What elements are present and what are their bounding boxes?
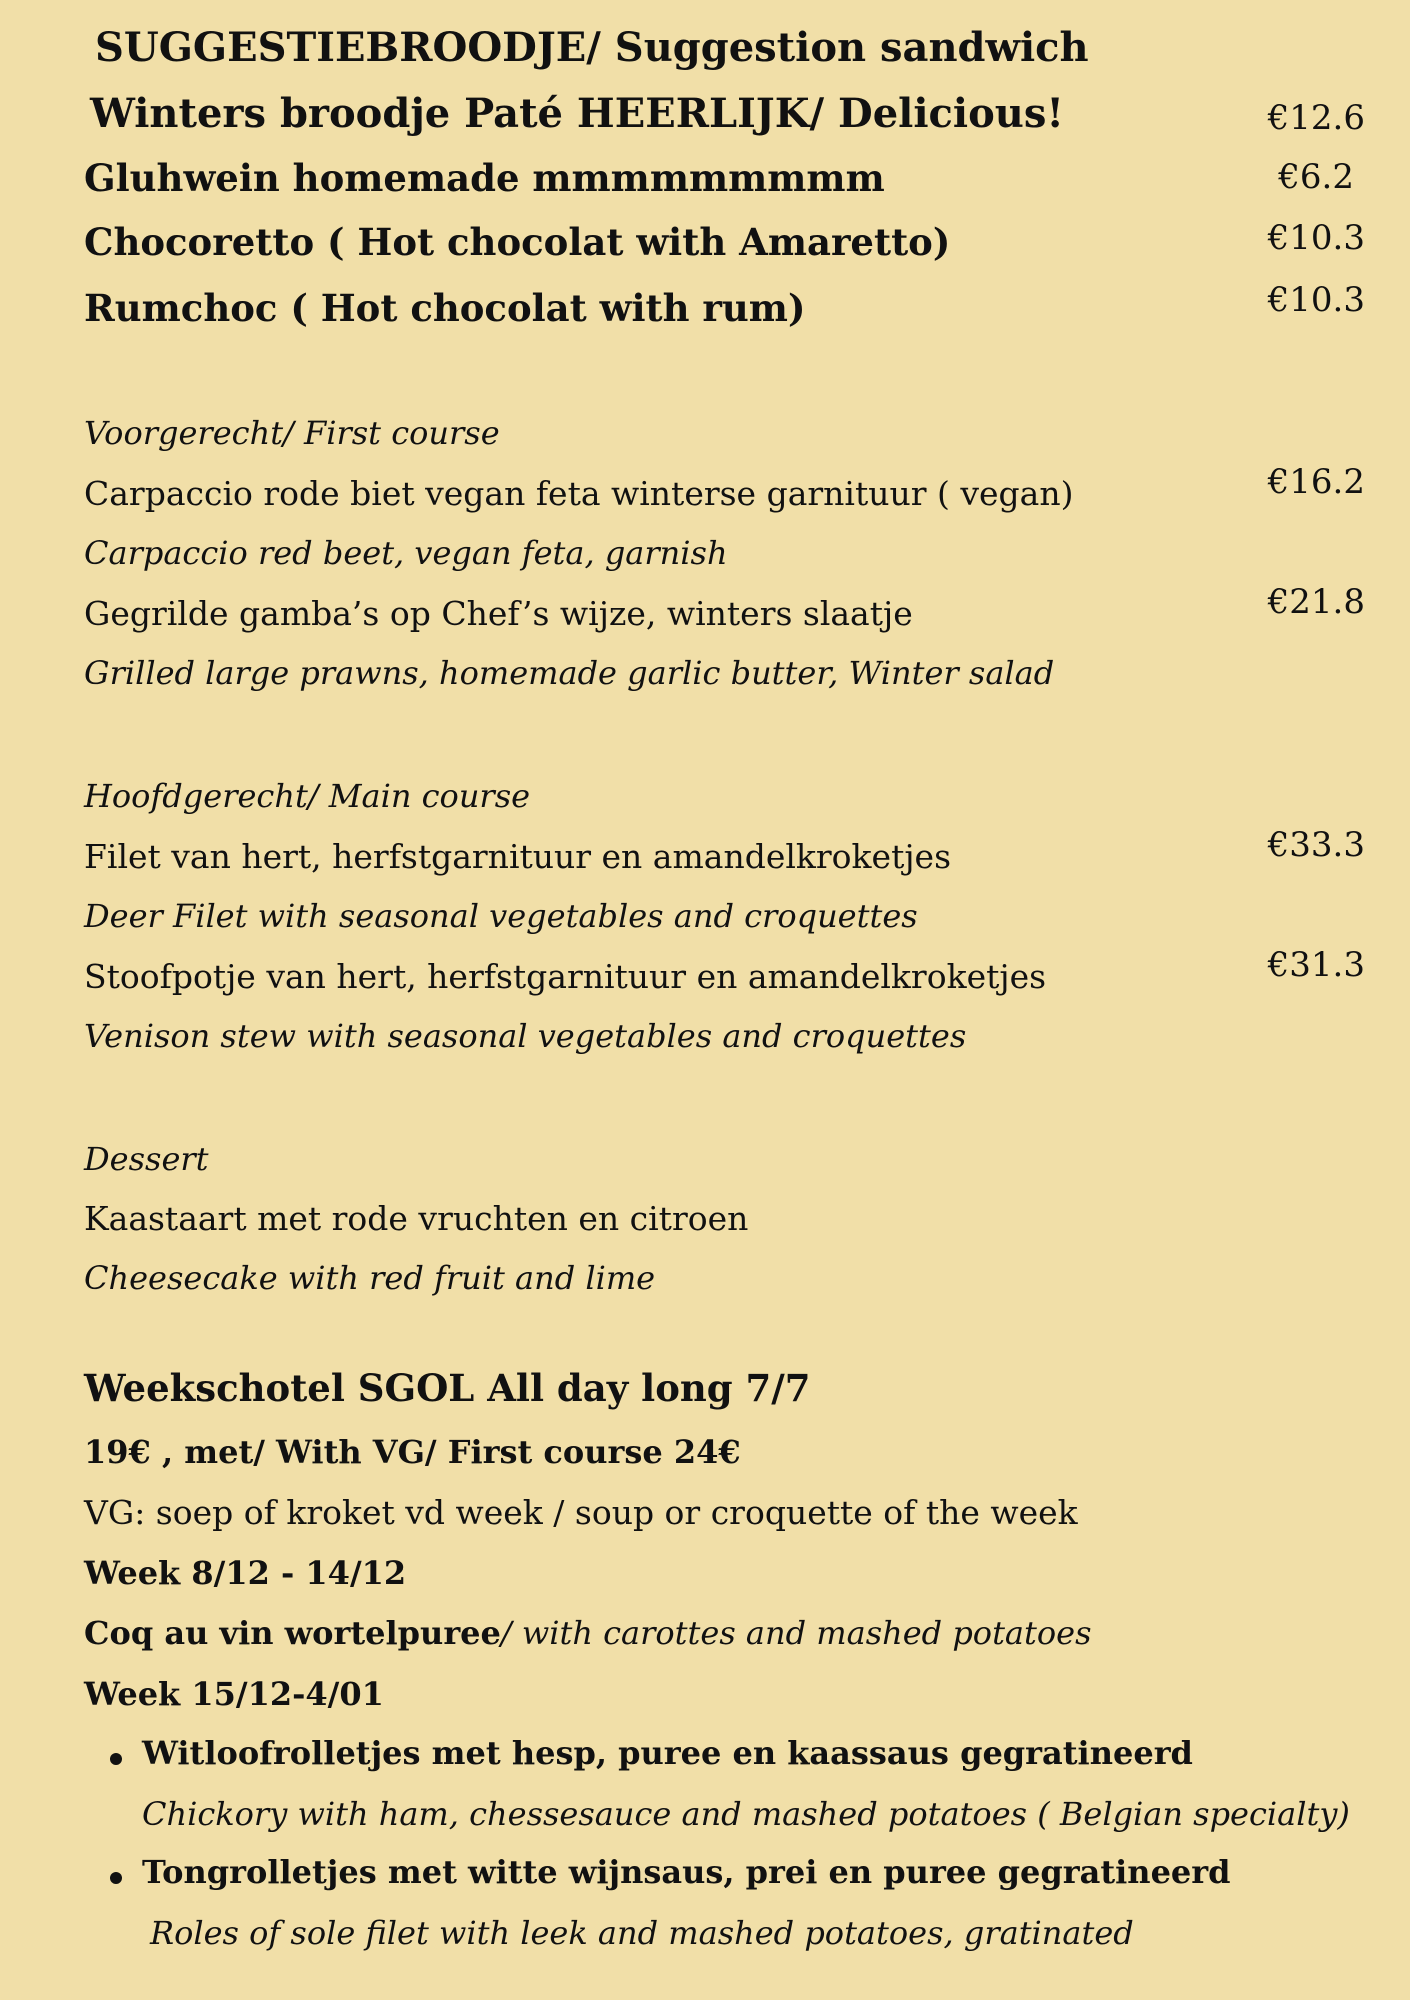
menu-item-price: €31.3 [1267, 945, 1365, 985]
menu-item-translation: Venison stew with seasonal vegetables and croquettes [84, 1017, 967, 1055]
week-dish [84, 1614, 1091, 1652]
week-label: Week 15/12-4/01 [84, 1675, 384, 1713]
special-item-name: Winters broodje Paté HEERLIJK/ Delicious! [90, 90, 1064, 137]
special-item-name: Gluhwein homemade mmmmmmmmm [84, 156, 885, 200]
week-dish-translation: Roles of sole filet with leek and mashed potatoes, gratinated [150, 1914, 1134, 1952]
menu-item-translation: Grilled large prawns, homemade garlic butter, Winter salad [84, 654, 1055, 692]
week-dish-name: Coq au vin wortelpuree [84, 1614, 501, 1652]
dessert-heading: Dessert [84, 1140, 209, 1178]
week-dish-name: Tongrolletjes met witte wijnsaus, prei en puree gegratineerd [142, 1853, 1231, 1891]
menu-item-name: Filet van hert, herfstgarnituur en amandelkroketjes [84, 837, 952, 876]
bullet-icon [110, 1872, 122, 1884]
bullet-icon [110, 1753, 122, 1765]
week-dish-translation: Chickory with ham, chessesauce and mashed potatoes ( Belgian specialty) [142, 1795, 1350, 1833]
special-item-price: €12.6 [1267, 98, 1365, 138]
dessert-translation: Cheesecake with red fruit and lime [84, 1259, 656, 1297]
week-label: Week 8/12 - 14/12 [84, 1554, 407, 1592]
weekly-title: Weekschotel SGOL All day long 7/7 [84, 1366, 811, 1410]
menu-item-name: Gegrilde gamba’s op Chef’s wijze, winters slaatje [84, 594, 913, 633]
dessert-name: Kaastaart met rode vruchten en citroen [84, 1199, 749, 1238]
menu-item-price: €21.8 [1267, 582, 1365, 622]
week-dish-translation: / with carottes and mashed potatoes [500, 1614, 1092, 1652]
week-dish-name: Witloofrolletjes met hesp, puree en kaassaus gegratineerd [142, 1734, 1193, 1772]
special-item-price: €10.3 [1267, 218, 1365, 258]
special-item-name: Rumchoc ( Hot chocolat with rum) [84, 286, 806, 330]
sandwich-heading: SUGGESTIEBROODJE/ Suggestion sandwich [95, 24, 1089, 71]
menu-item-name: Stoofpotje van hert, herfstgarnituur en amandelkroketjes [84, 957, 1047, 996]
menu-item-price: €33.3 [1267, 825, 1365, 865]
menu-item-translation: Deer Filet with seasonal vegetables and croquettes [84, 897, 918, 935]
main-course-heading: Hoofdgerecht/ Main course [84, 777, 531, 815]
menu-item-price: €16.2 [1267, 462, 1365, 502]
special-item-price: €6.2 [1278, 157, 1354, 197]
menu-item-translation: Carpaccio red beet, vegan feta, garnish [84, 534, 728, 572]
special-item-name: Chocoretto ( Hot chocolat with Amaretto) [84, 220, 951, 264]
menu-item-name: Carpaccio rode biet vegan feta winterse garnituur ( vegan) [84, 474, 1074, 513]
weekly-vg-note: VG: soep of kroket vd week / soup or croquette of the week [84, 1493, 1078, 1532]
first-course-heading: Voorgerecht/ First course [84, 414, 500, 452]
special-item-price: €10.3 [1267, 280, 1365, 320]
weekly-pricing: 19€ , met/ With VG/ First course 24€ [84, 1433, 741, 1471]
